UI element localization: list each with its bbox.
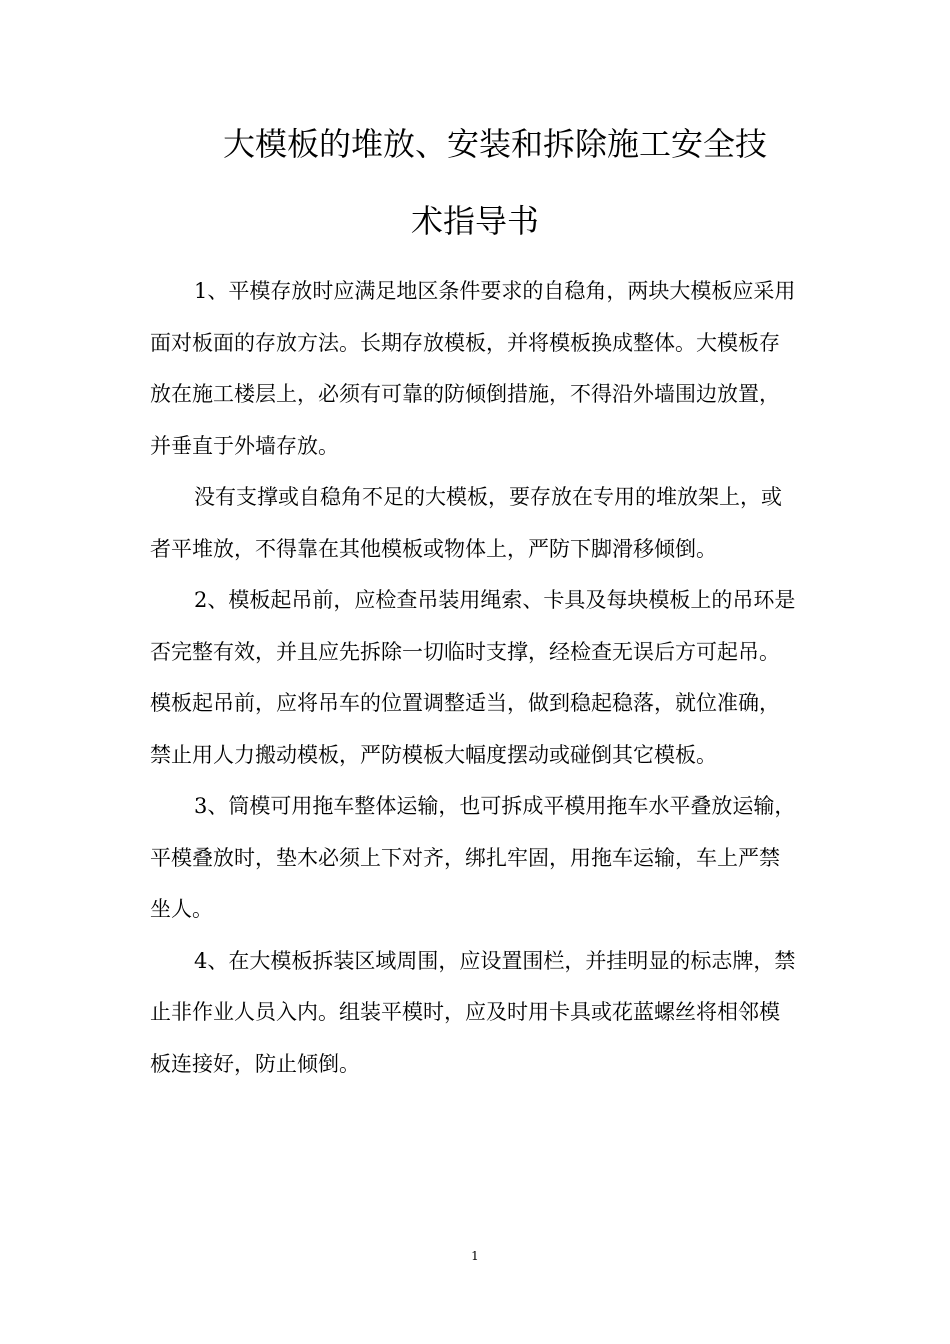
paragraph-text: 、模板起吊前，应检查吊装用绳索、卡具及每块模板上的吊环是否完整有效，并且应先拆除一切临时支撑，经检查无误后方可起吊。模板起吊前，应将吊车的位置调整适当，做到稳起稳落，就位准确，禁止用人力搬动模板，严防模板大幅度摆动或碰倒其它模板。 (150, 588, 796, 767)
paragraph-5 (150, 936, 800, 1091)
clause-number: 2 (194, 588, 208, 612)
document-title-line-2: 术指导书 (410, 202, 539, 240)
clause-number: 4 (194, 948, 208, 973)
paragraph-4 (150, 781, 800, 936)
page-number: 1 (471, 1249, 479, 1263)
clause-number: 1 (194, 279, 208, 303)
clause-number: 3 (194, 794, 208, 818)
paragraph-text: 、平模存放时应满足地区条件要求的自稳角，两块大模板应采用面对板面的存放方法。长期存放模板，并将模板换成整体。大模板存放在施工楼层上，必须有可靠的防倾倒措施，不得沿外墙围边放置，并垂直于外墙存放。 (150, 279, 796, 458)
paragraph-2 (150, 472, 800, 575)
paragraph-text: 、在大模板拆装区域周围，应设置围栏，并挂明显的标志牌，禁止非作业人员入内。组装平模时，应及时用卡具或花蓝螺丝将相邻模板连接好，防止倾倒。 (150, 948, 796, 1076)
paragraph-1 (150, 266, 800, 472)
document-body (150, 266, 800, 1090)
paragraph-text: 没有支撑或自稳角不足的大模板，要存放在专用的堆放架上，或者平堆放，不得靠在其他模板或物体上，严防下脚滑移倾倒。 (150, 485, 782, 561)
document-title-line-1: 大模板的堆放、安装和拆除施工安全技 (223, 125, 768, 163)
paragraph-text: 、筒模可用拖车整体运输，也可拆成平模用拖车水平叠放运输，平模叠放时，垫木必须上下对齐，绑扎牢固，用拖车运输，车上严禁坐人。 (150, 794, 796, 921)
paragraph-3 (150, 575, 800, 781)
